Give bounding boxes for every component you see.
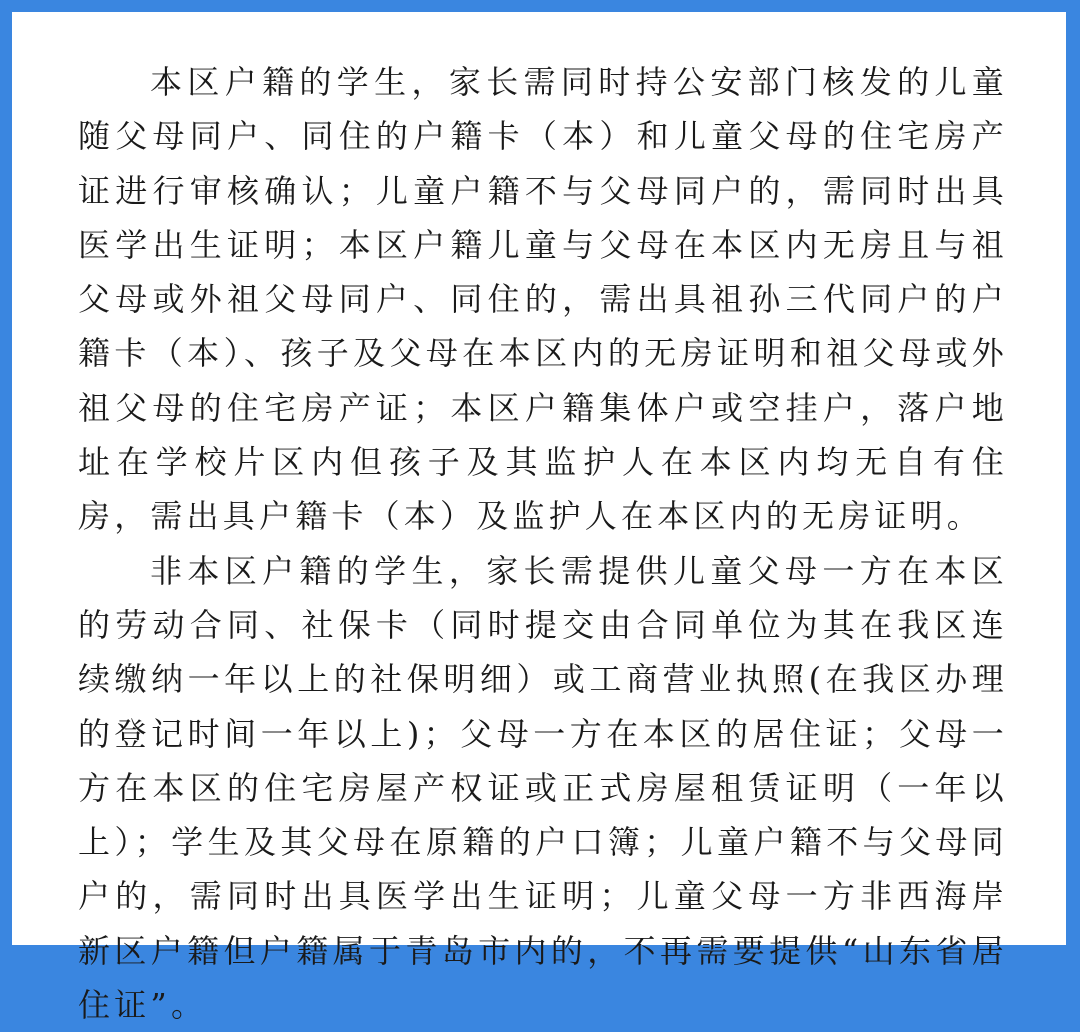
document-body — [78, 55, 1008, 1032]
paragraph-local-household: 本区户籍的学生，家长需同时持公安部门核发的儿童随父母同户、同住的户籍卡（本）和儿童父母的住宅房产证进行审核确认；儿童户籍不与父母同户的，需同时出具医学出生证明；本区户籍儿童与父母在本区内无房且与祖父母或外祖父母同户、同住的，需出具祖孙三代同户的户籍卡（本）、孩子及父母在本区内的无房证明和祖父母或外祖父母的住宅房产证；本区户籍集体户或空挂户，落户地址在学校片区内但孩子及其监护人在本区内均无自有住房，需出具户籍卡（本）及监护人在本区内的无房证明。 — [78, 63, 1008, 536]
paragraph-nonlocal-household: 非本区户籍的学生，家长需提供儿童父母一方在本区的劳动合同、社保卡（同时提交由合同单位为其在我区连续缴纳一年以上的社保明细）或工商营业执照(在我区办理的登记时间一年以上)；父母一方在本区的居住证；父母一方在本区的住宅房屋产权证或正式房屋租赁证明（一年以上）；学生及其父母在原籍的户口簿；儿童户籍不与父母同户的，需同时出具医学出生证明；儿童父母一方非西海岸新区户籍但户籍属于青岛市内的，不再需要提供“山东省居住证”。 — [78, 551, 1008, 1025]
document-page — [12, 12, 1066, 1025]
